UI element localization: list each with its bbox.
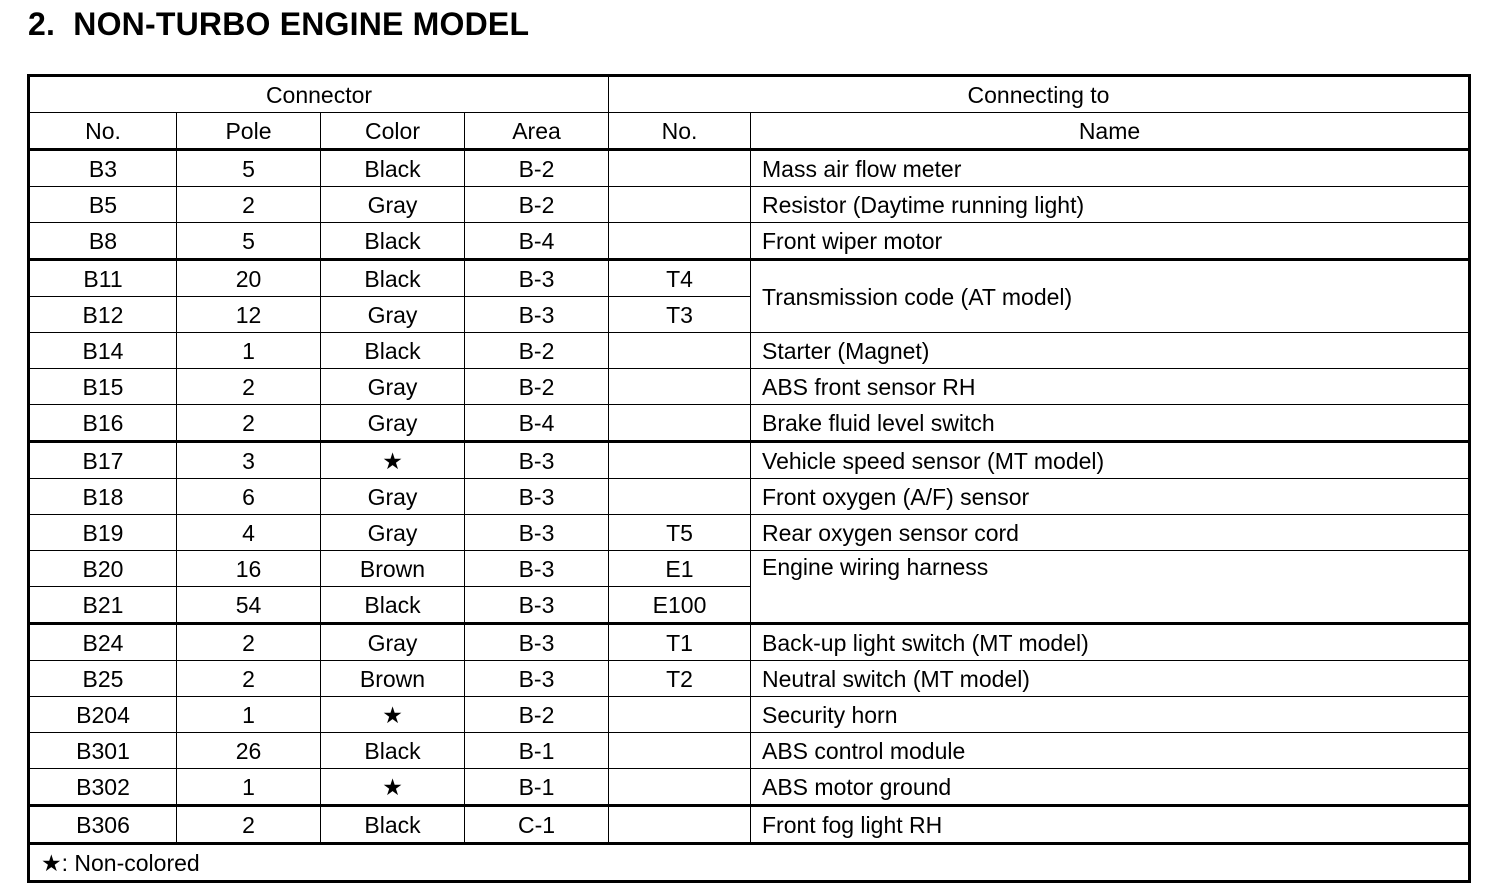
cell-to-no [609,187,751,223]
cell-to-name: Security horn [751,697,1470,733]
cell-to-no [609,733,751,769]
cell-color: ★ [321,769,465,806]
cell-area: B-3 [465,587,609,624]
cell-to-name: Front oxygen (A/F) sensor [751,479,1470,515]
cell-no: B24 [29,624,177,661]
cell-pole: 2 [177,369,321,405]
cell-pole: 2 [177,806,321,844]
cell-no: B306 [29,806,177,844]
cell-no: B14 [29,333,177,369]
cell-no: B25 [29,661,177,697]
cell-to-name: Engine wiring harness [751,551,1470,624]
cell-to-no [609,769,751,806]
cell-to-name: ABS front sensor RH [751,369,1470,405]
cell-to-no: T3 [609,297,751,333]
cell-pole: 16 [177,551,321,587]
cell-pole: 26 [177,733,321,769]
cell-to-name: Vehicle speed sensor (MT model) [751,442,1470,479]
table-row [29,260,1470,297]
cell-area: B-3 [465,551,609,587]
cell-no: B8 [29,223,177,260]
cell-no: B204 [29,697,177,733]
cell-to-no: T5 [609,515,751,551]
table-row [29,150,1470,187]
cell-area: B-3 [465,661,609,697]
cell-area: B-1 [465,769,609,806]
column-header-color: Color [321,113,465,150]
cell-no: B301 [29,733,177,769]
cell-to-no: E100 [609,587,751,624]
cell-to-no [609,333,751,369]
table-row [29,223,1470,260]
page-title: 2. NON-TURBO ENGINE MODEL [28,6,530,42]
cell-no: B17 [29,442,177,479]
cell-to-name: Front wiper motor [751,223,1470,260]
cell-no: B16 [29,405,177,442]
cell-to-no [609,369,751,405]
cell-color: Gray [321,405,465,442]
group-header-row [29,76,1470,113]
connector-table [27,74,1471,883]
cell-no: B5 [29,187,177,223]
cell-area: B-2 [465,369,609,405]
cell-area: B-2 [465,187,609,223]
footnote-row [29,844,1470,882]
cell-pole: 5 [177,223,321,260]
table-row [29,442,1470,479]
cell-to-no [609,479,751,515]
cell-area: C-1 [465,806,609,844]
cell-to-no [609,223,751,260]
table-row [29,733,1470,769]
cell-area: B-3 [465,624,609,661]
column-header-pole: Pole [177,113,321,150]
cell-no: B18 [29,479,177,515]
cell-color: Brown [321,551,465,587]
cell-color: ★ [321,442,465,479]
cell-to-no [609,697,751,733]
cell-color: Gray [321,297,465,333]
cell-to-no: E1 [609,551,751,587]
cell-pole: 1 [177,697,321,733]
cell-no: B302 [29,769,177,806]
cell-pole: 1 [177,333,321,369]
cell-no: B21 [29,587,177,624]
cell-to-name: Rear oxygen sensor cord [751,515,1470,551]
table-row [29,769,1470,806]
table-row [29,551,1470,587]
cell-color: Gray [321,187,465,223]
cell-pole: 6 [177,479,321,515]
cell-area: B-3 [465,297,609,333]
cell-pole: 1 [177,769,321,806]
table-row [29,697,1470,733]
cell-to-name: Back-up light switch (MT model) [751,624,1470,661]
table-row [29,624,1470,661]
cell-to-no: T2 [609,661,751,697]
cell-pole: 3 [177,442,321,479]
table-row [29,187,1470,223]
cell-to-no [609,405,751,442]
cell-no: B19 [29,515,177,551]
connecting-to-group-header: Connecting to [609,76,1470,113]
cell-area: B-2 [465,697,609,733]
cell-area: B-3 [465,442,609,479]
table-row [29,515,1470,551]
cell-pole: 2 [177,624,321,661]
cell-color: Black [321,806,465,844]
cell-color: Gray [321,479,465,515]
cell-area: B-2 [465,150,609,187]
cell-color: Gray [321,369,465,405]
cell-pole: 4 [177,515,321,551]
cell-area: B-4 [465,223,609,260]
cell-pole: 20 [177,260,321,297]
cell-color: Brown [321,661,465,697]
cell-color: Black [321,223,465,260]
table-row [29,806,1470,844]
cell-area: B-3 [465,260,609,297]
cell-pole: 5 [177,150,321,187]
cell-to-no: T1 [609,624,751,661]
cell-to-name: Neutral switch (MT model) [751,661,1470,697]
column-header-to-name: Name [751,113,1470,150]
cell-pole: 2 [177,187,321,223]
cell-area: B-2 [465,333,609,369]
cell-pole: 12 [177,297,321,333]
cell-to-no [609,442,751,479]
column-header-to-no: No. [609,113,751,150]
cell-to-name: ABS motor ground [751,769,1470,806]
column-header-area: Area [465,113,609,150]
cell-to-no [609,806,751,844]
connector-group-header: Connector [29,76,609,113]
cell-area: B-1 [465,733,609,769]
cell-color: Black [321,260,465,297]
cell-color: Gray [321,624,465,661]
cell-area: B-3 [465,515,609,551]
column-header-row [29,113,1470,150]
cell-to-name: Front fog light RH [751,806,1470,844]
cell-no: B20 [29,551,177,587]
cell-no: B3 [29,150,177,187]
column-header-no: No. [29,113,177,150]
footnote: ★: Non-colored [29,844,1470,882]
cell-area: B-3 [465,479,609,515]
cell-color: ★ [321,697,465,733]
cell-to-no [609,150,751,187]
cell-color: Black [321,333,465,369]
cell-to-name: Transmission code (AT model) [751,260,1470,333]
cell-no: B15 [29,369,177,405]
cell-area: B-4 [465,405,609,442]
cell-to-name: Mass air flow meter [751,150,1470,187]
cell-color: Gray [321,515,465,551]
table-row [29,333,1470,369]
cell-pole: 2 [177,661,321,697]
table-row [29,661,1470,697]
cell-pole: 2 [177,405,321,442]
cell-pole: 54 [177,587,321,624]
cell-to-no: T4 [609,260,751,297]
table-row [29,369,1470,405]
cell-no: B12 [29,297,177,333]
table-row [29,479,1470,515]
cell-to-name: Resistor (Daytime running light) [751,187,1470,223]
cell-color: Black [321,733,465,769]
table-row [29,405,1470,442]
cell-no: B11 [29,260,177,297]
cell-to-name: Brake fluid level switch [751,405,1470,442]
cell-to-name: ABS control module [751,733,1470,769]
cell-color: Black [321,587,465,624]
cell-to-name: Starter (Magnet) [751,333,1470,369]
cell-color: Black [321,150,465,187]
